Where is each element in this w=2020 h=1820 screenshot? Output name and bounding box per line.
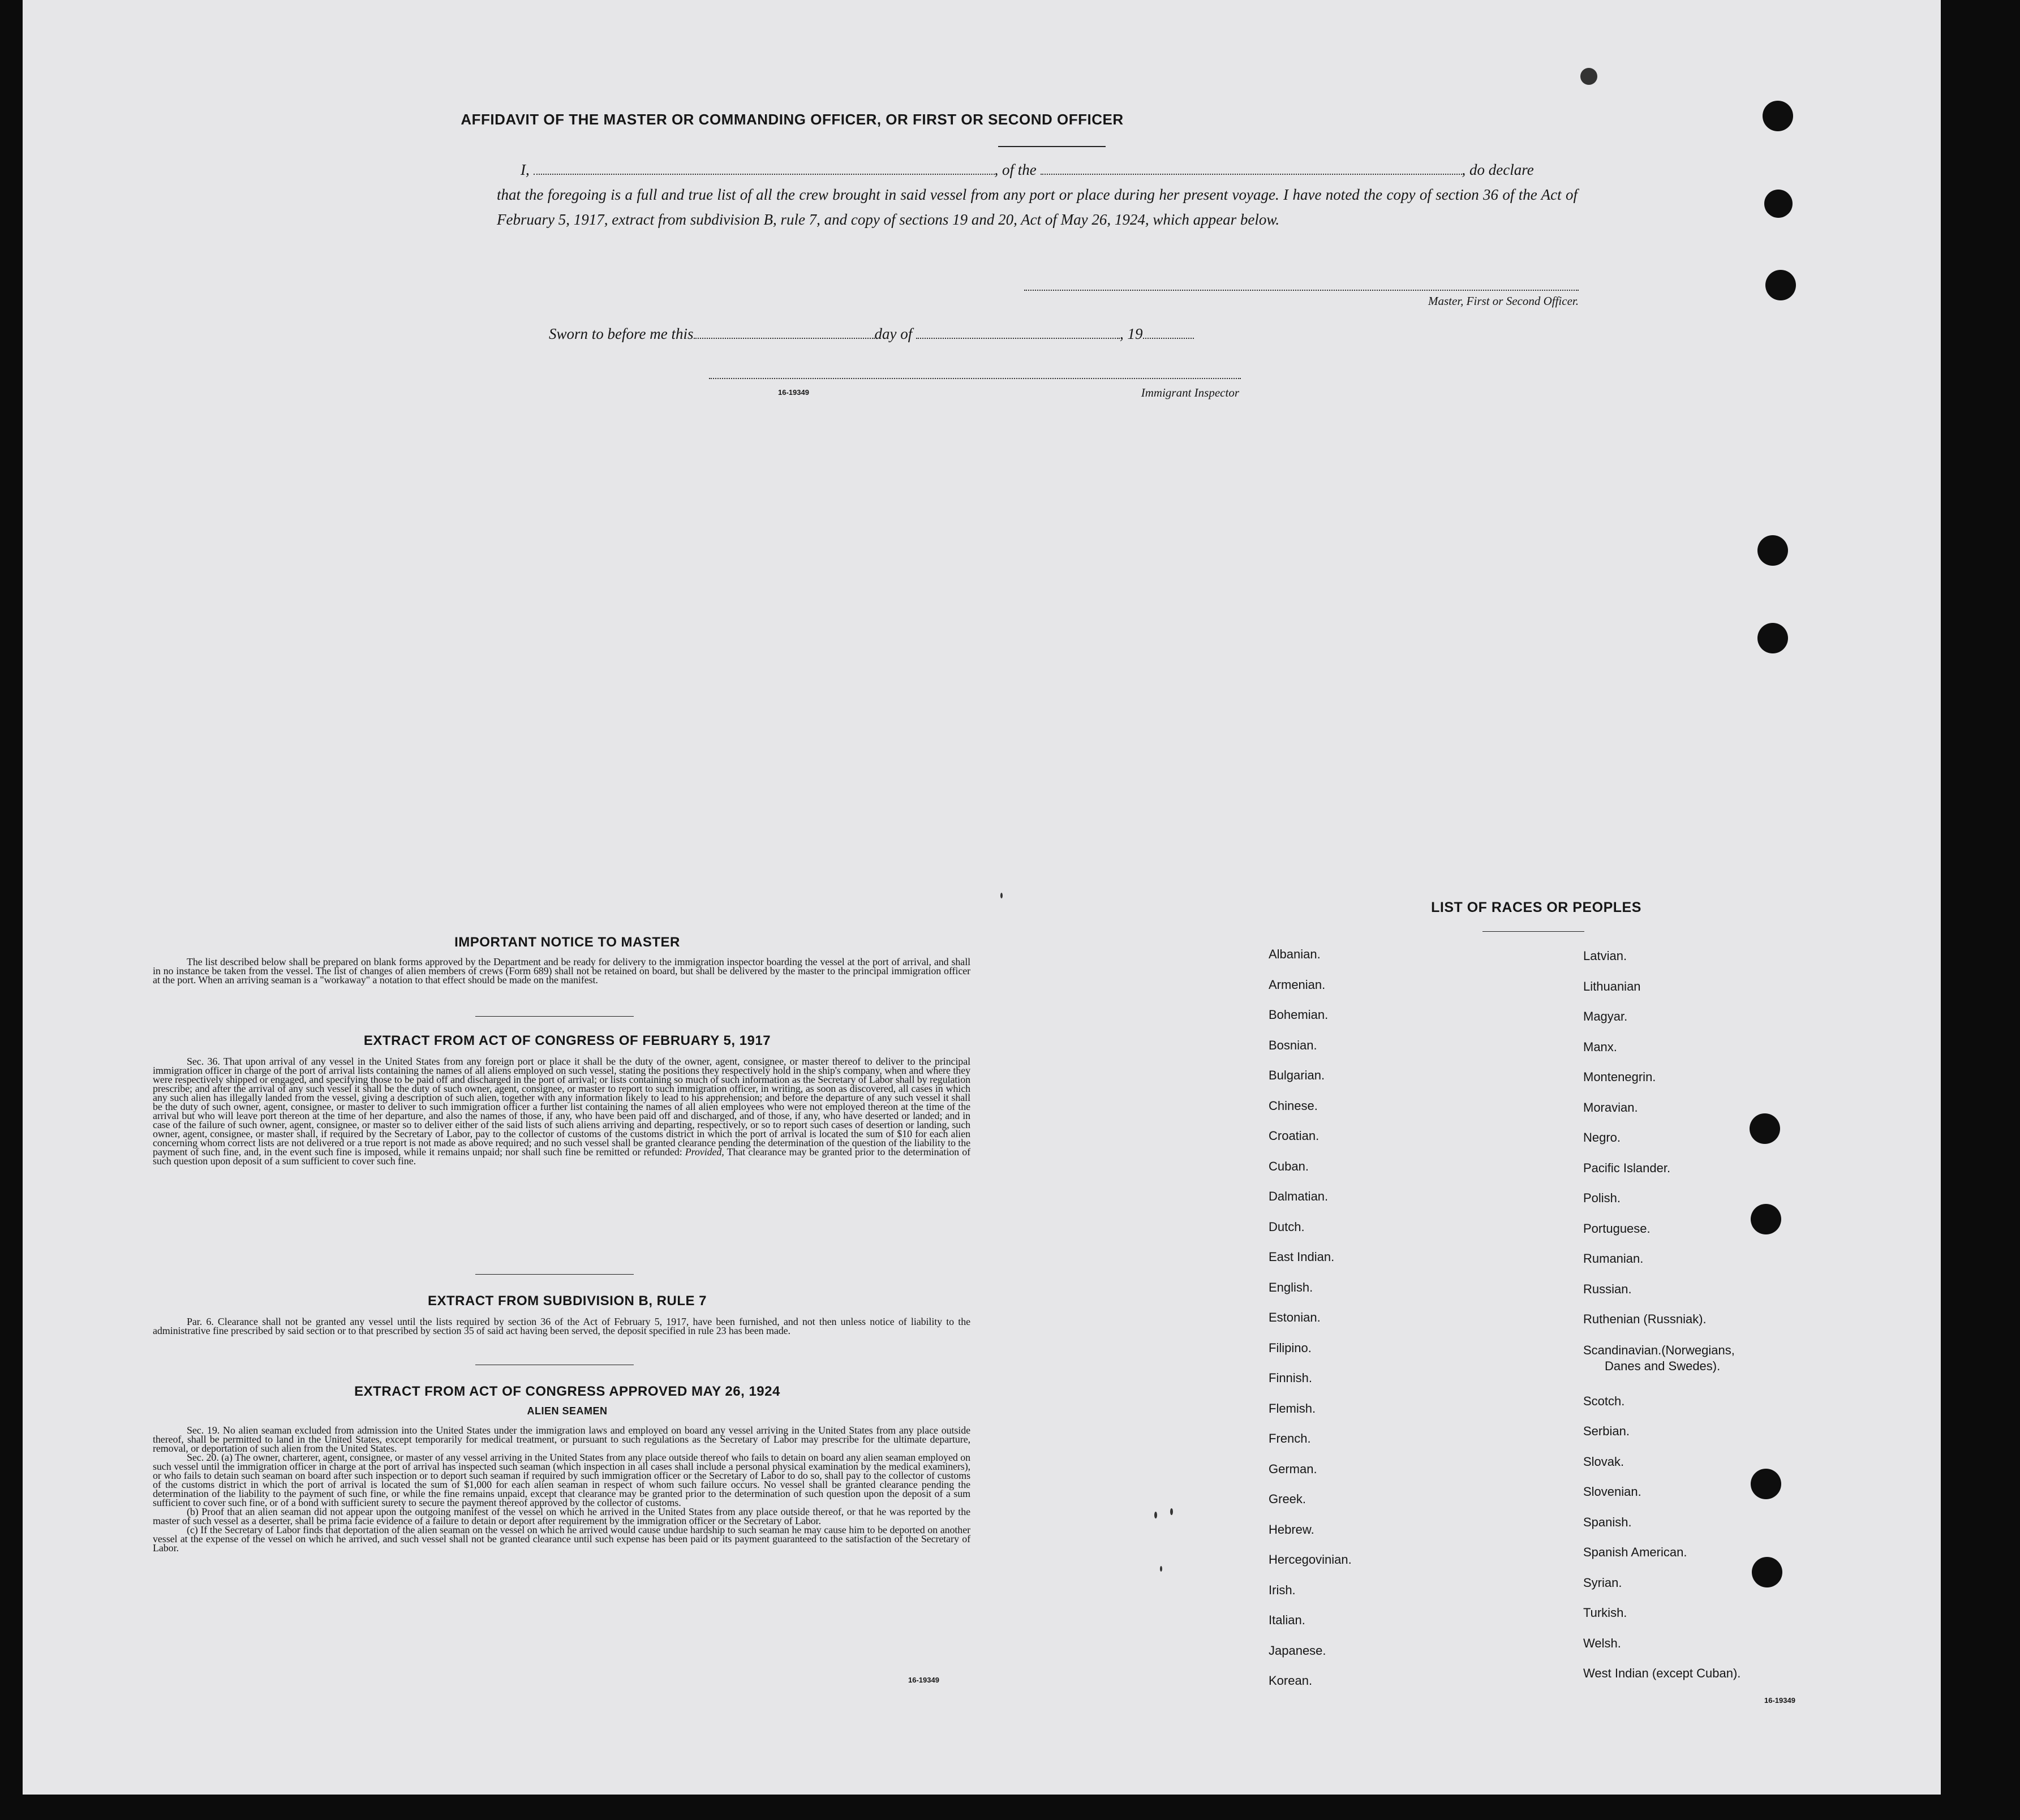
race-item: Dutch.: [1269, 1219, 1305, 1234]
punch-hole: [1751, 1469, 1781, 1499]
section-20c-text: (c) If the Secretary of Labor finds that deportation of the alien seaman on the vessel on which he arrived would cause undue hardship to such seaman he may cause him to be deported on another vessel at the expense of the vessel on which he arrived, and such vessel shall not be granted clearance until such expense has been paid or its payment guaranteed to the satisfaction of the Secretary of Labor.: [153, 1524, 970, 1554]
race-item: Bohemian.: [1269, 1008, 1329, 1022]
race-item: Flemish.: [1269, 1401, 1316, 1415]
section-19-text: Sec. 19. No alien seaman excluded from admission into the United States under the immigration laws and employed on board any vessel arriving in the United States from any place outside thereof, shall be permitted to land in the United States, except temporarily for medical treatment, or pursuant to such regulations as the Secretary of Labor may prescribe for the ultimate departure, removal, or deportation of such alien from the United States.: [153, 1425, 970, 1454]
race-item: Hebrew.: [1269, 1522, 1314, 1537]
race-item: Hercegovinian.: [1269, 1552, 1352, 1567]
punch-hole: [1752, 1557, 1782, 1587]
mark: [1154, 1512, 1157, 1518]
sworn-line: [549, 321, 1284, 346]
year-label: , 19: [1120, 325, 1143, 342]
race-item: Rumanian.: [1583, 1251, 1644, 1266]
punch-hole: [1757, 535, 1788, 566]
race-item: English.: [1269, 1280, 1313, 1294]
race-item: Spanish.: [1583, 1514, 1632, 1529]
punch-hole: [1765, 270, 1796, 300]
race-item: Dalmatian.: [1269, 1189, 1329, 1203]
race-item: Turkish.: [1583, 1606, 1627, 1620]
punch-hole: [1751, 1204, 1781, 1234]
race-item: East Indian.: [1269, 1250, 1335, 1264]
race-item: Italian.: [1269, 1613, 1305, 1627]
form-page: [23, 0, 1941, 1795]
alien-seamen-subtitle: ALIEN SEAMEN: [527, 1405, 608, 1417]
section-36-text: Sec. 36. That upon arrival of any vessel in the United States from any foreign port or place it shall be the duty of the owner, agent, consignee, or master thereof to deliver to the principal immigration officer in charge of the port of arrival lists containing the names of all aliens employed on such vessel, stating the positions they respectively hold in the ship's company, when and where they were respectively shipped or engaged, and specifying those to be paid off and discharged in the port of arrival; or lists containing so much of such information as the Secretary of Labor shall by regulation prescribe; and after the arrival of any such vessel it shall be the duty of such owner, agent, consignee, or master to report to such immigration officer, in writing, as soon as discovered, all cases in which any such alien has illegally landed from the vessel, giving a description of such alien, together with any information likely to lead to his apprehension; and before the departure of any such vessel it shall be the duty of such owner, agent, consignee, or master to deliver to such immigration officer a further list containing the names of all alien employees who were not employed thereon at the time of the arrival but who will leave port thereon at the time of her departure, and also the names of those, if any, who have been paid off and discharged, and of those, if any, who have deserted or landed; and in case of the failure of such owner, agent, consignee, or master so to deliver either of the said lists of such aliens arriving and departing, respectively, or so to report such cases of desertion or landing, such owner, agent, consignee, or master shall, if required by the Secretary of Labor, pay to the collector of customs of the customs district in which the port of arrival is located the sum of $10 for each alien concerning whom correct lists are not delivered or a true report is not made as above required; and no such vessel shall be granted clearance pending the determination of the question of the liability to the payment of such fine, and, in the event such fine is imposed, while it remains unpaid; nor shall such fine be remitted or refunded:: [153, 1056, 970, 1158]
declaration-line: [521, 157, 1579, 182]
mark: [1580, 68, 1597, 85]
races-title-underline: [1482, 931, 1584, 932]
extract-rule7-body: [153, 1317, 970, 1335]
race-item: Russian.: [1583, 1281, 1632, 1296]
i-label: I,: [521, 161, 530, 178]
race-item: Ruthenian (Russniak).: [1583, 1312, 1707, 1326]
race-item: French.: [1269, 1431, 1311, 1445]
of-the-label: , of the: [994, 161, 1037, 178]
race-item: Bosnian.: [1269, 1038, 1317, 1052]
provided-word: Provided,: [685, 1146, 724, 1158]
section-20a-text: Sec. 20. (a) The owner, charterer, agent, consignee, or master of any vessel arriving in the United States from any place outside thereof who fails to detain on board any alien seaman employed on such vessel until the immigration officer in charge at the port of arrival has inspected such seaman (which inspection in all cases shall include a personal physical examination by the medical examiners), or who fails to detain such seaman on board after such inspection or to deport such seaman if required by such immigration officer or the Secretary of Labor to do so, shall pay to the collector of customs of the customs district in which the port of arrival is located the sum of $1,000 for each alien seaman in respect of whom such failure occurs. No vessel shall be granted clearance pending the determination of the liability to the payment of such fine, or while the fine remains unpaid, except that clearance may be granted prior to the determination of such question upon the deposit of a sum sufficient to cover such fine, or of a bond with sufficient surety to secure the payment thereof approved by the collector of customs.: [153, 1452, 970, 1508]
notice-text: The list described below shall be prepared on blank forms approved by the Department and be ready for delivery to the immigration inspector boarding the vessel at the port of arrival, and shall in no instance be taken from the vessel. The list of changes of alien members of crews (Form 689) shall not be retained on board, but shall be delivered by the master to the principal immigration officer at the port. When an arriving seaman is a "workaway" a notation to that effect should be made on the manifest.: [153, 956, 970, 986]
race-item: Chinese.: [1269, 1098, 1318, 1113]
race-item: Finnish.: [1269, 1371, 1313, 1385]
mark: [1170, 1508, 1173, 1515]
race-item: Croatian.: [1269, 1129, 1320, 1143]
section-20b-text: (b) Proof that an alien seaman did not appear upon the outgoing manifest of the vessel on which he arrived in the United States from any place outside thereof, or that he was reported by the master of such vessel as a deserter, shall be prima facie evidence of a failure to detain or deport after requirement by the immigration officer or the Secretary of Labor.: [153, 1506, 970, 1526]
race-item: Syrian.: [1583, 1575, 1622, 1590]
section-divider: [475, 1016, 634, 1017]
extract-1924-title: EXTRACT FROM ACT OF CONGRESS APPROVED MAY 26, 1924: [354, 1384, 780, 1399]
race-item: Slovenian.: [1583, 1485, 1641, 1499]
race-item: Irish.: [1269, 1582, 1296, 1597]
declaration-body: that the foregoing is a full and true list of all the crew brought in said vessel from any port or place during her present voyage. I have noted the copy of section 36 of the Act of February 5, 1917, extract from subdivision B, rule 7, and copy of sections 19 and 20, Act of May 26, 1924, which appear below.: [497, 186, 1578, 228]
race-item: Filipino.: [1269, 1340, 1312, 1355]
races-right-column: [1583, 949, 1740, 1697]
form-number: 16-19349: [1764, 1696, 1795, 1705]
race-item: Armenian.: [1269, 977, 1326, 992]
vessel-field[interactable]: [1041, 160, 1462, 175]
extract-1924-body: [153, 1426, 970, 1552]
race-item: Greek.: [1269, 1492, 1306, 1506]
race-item: Korean.: [1269, 1673, 1313, 1688]
race-item: Montenegrin.: [1583, 1070, 1656, 1084]
race-item: Serbian.: [1583, 1424, 1630, 1438]
inspector-signature-line[interactable]: [709, 378, 1241, 379]
mark: [1000, 893, 1003, 898]
extract-1917-body: [153, 1057, 970, 1165]
race-item: Portuguese.: [1583, 1221, 1651, 1236]
sworn-date-field[interactable]: [694, 324, 875, 339]
race-item: Lithuanian: [1583, 979, 1641, 993]
race-item: West Indian (except Cuban).: [1583, 1666, 1741, 1680]
race-item: Spanish American.: [1583, 1545, 1687, 1559]
title-underline: [998, 146, 1106, 147]
day-of-label: day of: [874, 325, 913, 342]
races-title: LIST OF RACES OR PEOPLES: [1431, 900, 1641, 915]
race-item: Welsh.: [1583, 1636, 1621, 1650]
section-36-ending: That clearance may be granted prior to the determination of such question upon deposit of a sum sufficient to cover such fine.: [153, 1146, 970, 1167]
form-number: 16-19349: [908, 1676, 939, 1684]
race-item: Magyar.: [1583, 1009, 1628, 1023]
race-item: Polish.: [1583, 1191, 1621, 1205]
race-item: Estonian.: [1269, 1310, 1321, 1324]
punch-hole: [1763, 101, 1793, 131]
notice-title: IMPORTANT NOTICE TO MASTER: [454, 935, 680, 950]
race-item: Slovak.: [1583, 1454, 1624, 1469]
race-item: Latvian.: [1583, 949, 1627, 963]
paragraph-6-text: Par. 6. Clearance shall not be granted any vessel until the lists required by section 36 of the Act of February 5, 1917, have been furnished, and not then unless notice of liability to the administrative fine prescribed by said section or to that prescribed by section 35 of said act having been served, the deposit specified in rule 23 has been made.: [153, 1316, 970, 1336]
form-number: 16-19349: [778, 388, 809, 397]
inspector-caption: Immigrant Inspector: [1141, 386, 1239, 399]
race-item: Negro.: [1583, 1130, 1621, 1145]
affidavit-title: AFFIDAVIT OF THE MASTER OR COMMANDING OFFICER, OR FIRST OR SECOND OFFICER: [461, 111, 1124, 128]
notice-body: [153, 957, 970, 984]
punch-hole: [1764, 190, 1793, 218]
year-field[interactable]: [1143, 324, 1194, 339]
punch-hole: [1750, 1113, 1780, 1144]
race-item: Cuban.: [1269, 1159, 1309, 1173]
race-item-scandinavian: Scandinavian.(Norwegians, Danes and Swedes).: [1583, 1343, 1735, 1373]
month-field[interactable]: [916, 324, 1120, 339]
name-field[interactable]: [534, 160, 995, 175]
races-left-column: [1269, 947, 1352, 1704]
do-declare-label: , do declare: [1462, 161, 1534, 178]
sworn-label: Sworn to before me this: [549, 325, 694, 342]
race-item: Albanian.: [1269, 947, 1321, 961]
race-item: German.: [1269, 1461, 1317, 1476]
section-divider: [475, 1274, 634, 1275]
race-item: Manx.: [1583, 1039, 1617, 1054]
extract-rule7-title: EXTRACT FROM SUBDIVISION B, RULE 7: [427, 1293, 707, 1309]
race-item: Scotch.: [1583, 1393, 1625, 1408]
extract-1917-title: EXTRACT FROM ACT OF CONGRESS OF FEBRUARY 5, 1917: [363, 1033, 771, 1048]
signature-caption: Master, First or Second Officer.: [1428, 294, 1579, 308]
punch-hole: [1757, 623, 1788, 653]
race-item: Japanese.: [1269, 1643, 1326, 1658]
mark: [1160, 1566, 1162, 1572]
race-item: Pacific Islander.: [1583, 1160, 1671, 1175]
signature-line[interactable]: [1024, 290, 1579, 291]
race-item: Moravian.: [1583, 1100, 1638, 1115]
race-item: Bulgarian.: [1269, 1068, 1325, 1082]
